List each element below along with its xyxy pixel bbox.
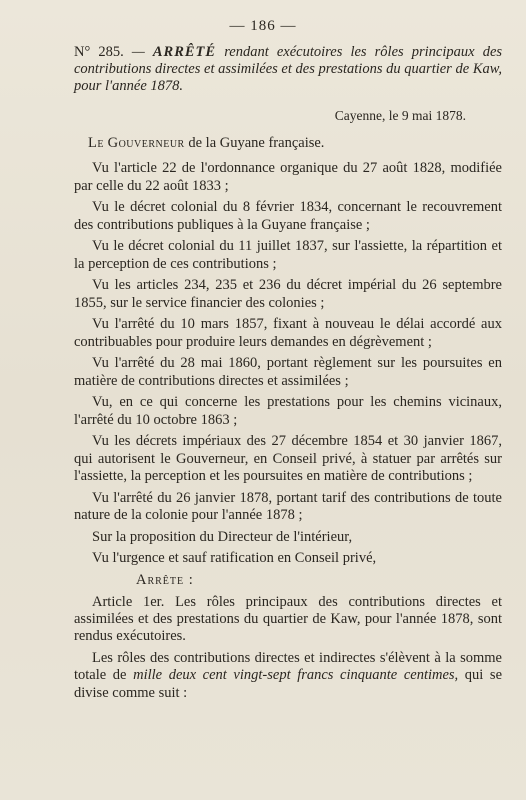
article-1-label: Article 1er.	[92, 593, 165, 610]
visa-paragraph: Vu l'arrêté du 26 janvier 1878, portant tarif des contributions de toute nature de la colonie pour l'année 1878 ;	[74, 489, 502, 524]
visa-paragraph: Vu l'article 22 de l'ordonnance organique du 27 août 1828, modifiée par celle du 22 août 1833 ;	[74, 160, 502, 194]
governor-line	[74, 135, 502, 152]
governor-prefix: Le	[88, 135, 104, 151]
visa-paragraph: Vu le décret colonial du 8 février 1834, concernant le recouvrement des contributions publiques à la Guyane française ;	[74, 199, 502, 233]
urgence-paragraph: Vu l'urgence et sauf ratification en Conseil privé,	[92, 550, 377, 567]
visa-paragraph: Vu l'arrêté du 28 mai 1860, portant règlement sur les poursuites en matière de contributions directes et assimilées ;	[74, 355, 502, 389]
visa-paragraph: Vu l'arrêté du 10 mars 1857, fixant à nouveau le délai accordé aux contribuables pour produire leurs demandes en dégrèvement ;	[74, 316, 502, 350]
visa-paragraph: Vu les articles 234, 235 et 236 du décret impérial du 26 septembre 1855, sur le service financier des colonies ;	[74, 277, 502, 311]
page-number: — 186 —	[229, 18, 297, 34]
arrete-heading: Arrête :	[136, 572, 194, 588]
article-1-text: Les rôles principaux des contributions directes et assimilées et des prestations du quartier de Kaw, pour l'année 1878, sont rendus exécutoires.	[74, 593, 503, 645]
dateline: Cayenne, le 9 mai 1878.	[334, 108, 466, 123]
decree-number: N° 285.	[74, 44, 124, 60]
decree-title	[74, 44, 502, 95]
final-text-after: qui se divise comme suit :	[74, 667, 503, 701]
title-text: rendant exécutoires les rôles principaux des contributions directes et assimilées et des prestations du quartier de Kaw, pour l'année 1878.	[74, 44, 503, 94]
article-1	[74, 594, 502, 646]
visa-paragraph: Vu, en ce qui concerne les prestations pour les chemins vicinaux, l'arrêté du 10 octobre 1863 ;	[74, 394, 502, 428]
title-arrete-word: ARRÊTÉ	[152, 44, 217, 60]
visa-paragraph: Vu le décret colonial du 11 juillet 1837, sur l'assiette, la répartition et la perception de ces contributions ;	[74, 238, 502, 272]
visa-paragraph: Vu les décrets impériaux des 27 décembre 1854 et 30 janvier 1867, qui autorisent le Gouverneur, en Conseil privé, à statuer par arrêtés sur l'assiette, la perception et les poursuites en matière de contributions ;	[74, 433, 502, 485]
governor-rest: de la Guyane française.	[188, 135, 325, 151]
title-dash: —	[131, 44, 145, 60]
final-amount: mille deux cent vingt-sept francs cinquante centimes,	[133, 667, 459, 684]
decree-body	[74, 135, 502, 706]
final-text-before: Les rôles des contributions directes et indirectes s'élèvent à la somme totale de	[74, 650, 502, 684]
final-paragraph	[74, 650, 502, 702]
governor-title: Gouverneur	[107, 135, 185, 151]
proposition-paragraph: Sur la proposition du Directeur de l'intérieur,	[92, 528, 353, 545]
